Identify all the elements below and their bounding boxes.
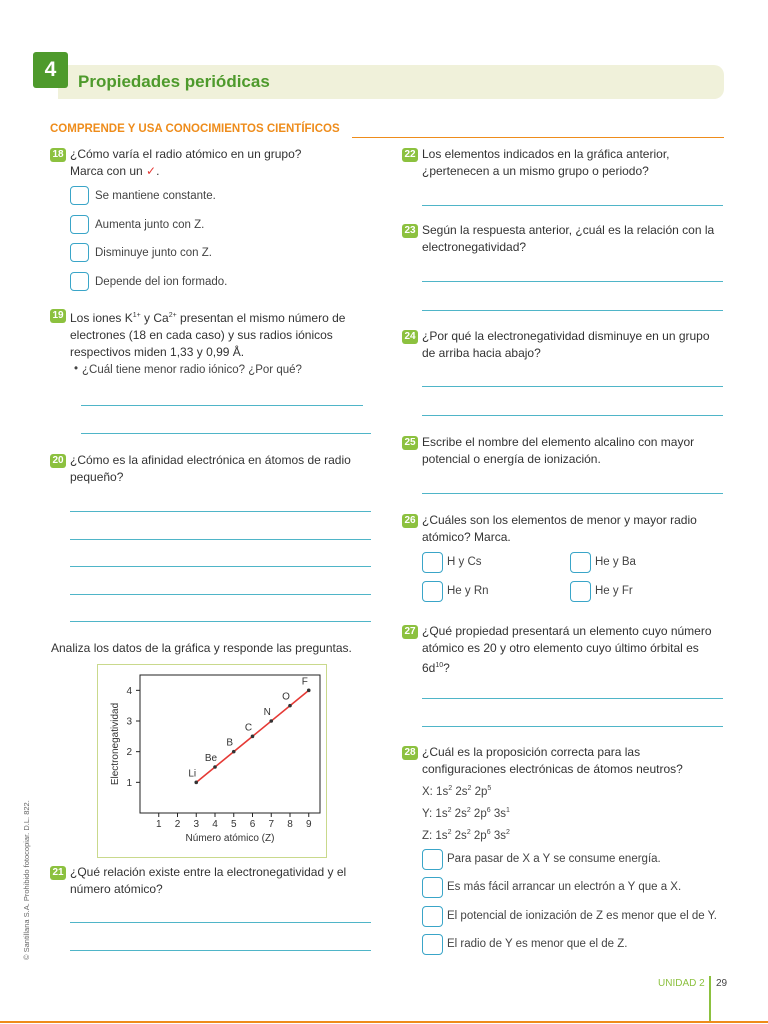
question-18-line1: ¿Cómo varía el radio atómico en un grupo? — [70, 147, 302, 161]
y-tick-label: 1 — [126, 777, 132, 789]
config-y — [422, 807, 510, 820]
q28-option-3-label: El potencial de ionización de Z es menor que el de Y. — [447, 910, 718, 922]
question-19-line1 — [70, 307, 345, 327]
data-point-label: Li — [188, 768, 197, 780]
q19-text-b: y Ca — [140, 311, 169, 325]
page-title: Propiedades periódicas — [78, 72, 270, 91]
question-23-line1: Según la respuesta anterior, ¿cuál es la relación con la — [422, 223, 715, 237]
q26-option-2-checkbox[interactable] — [570, 552, 591, 573]
cx-c: 2p — [471, 785, 488, 798]
y-tick-label: 3 — [126, 716, 132, 728]
y-tick-label: 2 — [126, 747, 132, 759]
config-x — [422, 785, 491, 798]
q20-answer-line-2[interactable] — [70, 539, 371, 540]
data-point — [269, 719, 273, 723]
cz-s3: 6 — [486, 829, 491, 836]
data-point-label: N — [263, 707, 271, 718]
page-number: 29 — [716, 978, 728, 989]
q23-answer-line-1[interactable] — [422, 281, 723, 282]
check-mark-icon: ✓ — [146, 164, 157, 178]
question-number-25: 25 — [402, 436, 418, 450]
cx-s2: 2 — [467, 785, 472, 792]
data-point — [194, 781, 198, 785]
cy-s1: 2 — [447, 807, 452, 814]
q26-option-1-checkbox[interactable] — [422, 552, 443, 573]
copyright-notice: © Santillana S.A. Prohibido fotocopiar. D.L. 822. — [22, 800, 31, 960]
data-point — [232, 750, 236, 754]
x-tick-label: 4 — [212, 819, 218, 830]
question-26-line1: ¿Cuáles son los elementos de menor y mayor radio — [422, 513, 697, 527]
q27-end: ? — [443, 661, 450, 675]
x-tick-label: 8 — [287, 819, 293, 830]
question-number-27: 27 — [402, 625, 418, 639]
q27-orbital: 6d — [422, 661, 436, 675]
question-number-20: 20 — [50, 454, 66, 468]
question-number-18: 18 — [50, 148, 66, 162]
q23-answer-line-2[interactable] — [422, 310, 723, 311]
q27-answer-line-1[interactable] — [422, 698, 723, 699]
q28-option-4-checkbox[interactable] — [422, 934, 443, 955]
question-21-line2: número atómico? — [70, 882, 163, 896]
footer-unit: UNIDAD 2 — [658, 978, 705, 989]
q26-option-4-checkbox[interactable] — [570, 581, 591, 602]
q19-answer-line-1[interactable] — [81, 405, 363, 406]
question-number-19: 19 — [50, 309, 66, 323]
q26-option-4-label: He y Fr — [595, 585, 633, 597]
question-18-line2 — [70, 163, 301, 180]
question-27-line1: ¿Qué propiedad presentará un elemento cuyo número — [422, 624, 712, 638]
cy-b: 2s — [451, 807, 467, 820]
q28-option-2-checkbox[interactable] — [422, 877, 443, 898]
config-z — [422, 829, 510, 842]
question-18-line2-end: . — [156, 164, 160, 178]
data-point — [213, 765, 217, 769]
q28-option-2-label: Es más fácil arrancar un electrón a Y que a X. — [447, 881, 682, 893]
cx-s3: 5 — [487, 785, 492, 792]
cx-b: 2s — [452, 785, 468, 798]
q26-option-1-label: H y Cs — [447, 556, 482, 568]
q18-option-1-label: Se mantiene constante. — [95, 190, 216, 202]
question-22-line1: Los elementos indicados en la gráfica anterior, — [422, 147, 670, 161]
data-point-label: O — [282, 691, 290, 703]
question-27-text — [422, 623, 712, 677]
question-25-text — [422, 434, 694, 468]
cy-s3: 6 — [486, 807, 491, 814]
x-tick-label: 3 — [193, 819, 200, 830]
cz-d: 3s — [490, 829, 506, 842]
question-number-24: 24 — [402, 330, 418, 344]
q20-answer-line-1[interactable] — [70, 511, 371, 512]
cz-s2: 2 — [466, 829, 471, 836]
q21-answer-line-1[interactable] — [70, 922, 371, 923]
cz-s1: 2 — [447, 829, 452, 836]
q27-orbital-sup: 10 — [435, 662, 444, 669]
q20-answer-line-3[interactable] — [70, 566, 371, 567]
y-tick-label: 4 — [126, 685, 132, 697]
x-tick-label: 7 — [268, 819, 275, 830]
q18-option-1-checkbox[interactable] — [70, 186, 89, 205]
x-tick-label: 6 — [249, 819, 256, 830]
q28-option-3-checkbox[interactable] — [422, 906, 443, 927]
data-point-label: B — [226, 737, 234, 749]
q26-option-3-checkbox[interactable] — [422, 581, 443, 602]
cz-b: 2s — [451, 829, 467, 842]
data-point — [251, 735, 255, 739]
q25-answer-line-1[interactable] — [422, 493, 723, 494]
question-25-line2: potencial o energía de ionización. — [422, 452, 601, 466]
question-24-line2: de arriba hacia abajo? — [422, 346, 541, 360]
q26-option-2-label: He y Ba — [595, 556, 636, 568]
data-point-label: Be — [204, 753, 218, 764]
bullet-icon: • — [74, 363, 79, 375]
question-18-line2-text: Marca con un — [70, 164, 143, 178]
electronegativity-chart — [98, 665, 328, 859]
data-point — [288, 704, 292, 708]
question-19-line3: respectivos miden 1,33 y 0,99 Å. — [70, 345, 245, 359]
cz-a: Z: 1s — [422, 829, 448, 842]
cz-s4: 2 — [505, 829, 510, 836]
q27-answer-line-2[interactable] — [422, 726, 723, 727]
question-22-line2: ¿pertenecen a un mismo grupo o periodo? — [422, 164, 649, 178]
data-point — [307, 689, 311, 693]
question-number-26: 26 — [402, 514, 418, 528]
q19-text-c: presentan el mismo número de — [176, 311, 346, 325]
question-19-subquestion: ¿Cuál tiene menor radio iónico? ¿Por qué? — [82, 364, 302, 376]
question-21-line1: ¿Qué relación existe entre la electronegatividad y el — [70, 865, 347, 879]
q19-k-charge: 1+ — [132, 312, 141, 319]
q20-answer-line-5[interactable] — [70, 621, 371, 622]
question-number-28: 28 — [402, 746, 418, 760]
chapter-badge: 4 — [33, 52, 68, 88]
q18-option-3-checkbox[interactable] — [70, 243, 89, 262]
data-point-label: F — [301, 676, 308, 688]
cy-a: Y: 1s — [422, 807, 448, 820]
question-26-text — [422, 512, 697, 546]
q20-answer-line-4[interactable] — [70, 594, 371, 595]
question-23-line2: electronegatividad? — [422, 240, 527, 254]
data-point-label: C — [244, 722, 253, 734]
question-19-line2: electrones (18 en cada caso) y sus radios iónicos — [70, 328, 333, 342]
q19-ca-charge: 2+ — [168, 312, 177, 319]
question-21-text — [70, 864, 346, 898]
question-20-line2: pequeño? — [70, 470, 124, 484]
question-20-text — [70, 452, 351, 486]
q22-answer-line-1[interactable] — [422, 205, 723, 206]
q19-answer-line-2[interactable] — [81, 433, 371, 434]
q18-option-3-label: Disminuye junto con Z. — [95, 247, 212, 259]
question-18-text — [70, 146, 301, 180]
question-25-line1: Escribe el nombre del elemento alcalino con mayor — [422, 435, 695, 449]
x-tick-label: 9 — [305, 819, 312, 830]
footer-separator — [709, 976, 711, 1022]
q18-option-2-checkbox[interactable] — [70, 215, 89, 234]
q24-answer-line-1[interactable] — [422, 386, 723, 387]
y-axis-label: Electronegatividad — [110, 702, 121, 786]
x-tick-label: 1 — [155, 819, 162, 830]
question-27-line3 — [422, 657, 712, 677]
question-28-text — [422, 744, 683, 778]
q28-option-1-checkbox[interactable] — [422, 849, 443, 870]
cx-s1: 2 — [448, 785, 453, 792]
q28-option-1-label: Para pasar de X a Y se consume energía. — [447, 853, 661, 865]
chart-frame — [97, 664, 327, 858]
cz-c: 2p — [470, 829, 487, 842]
question-19-text — [70, 307, 345, 361]
question-26-line2: atómico? Marca. — [422, 530, 511, 544]
x-tick-label: 2 — [174, 819, 181, 830]
question-23-text — [422, 222, 714, 256]
analyze-instruction: Analiza los datos de la gráfica y responde las preguntas. — [51, 641, 352, 655]
cy-c: 2p — [470, 807, 487, 820]
question-number-21: 21 — [50, 866, 66, 880]
cy-d: 3s — [490, 807, 506, 820]
x-axis-label: Número atómico (Z) — [185, 833, 275, 844]
question-28-line2: configuraciones electrónicas de átomos neutros? — [422, 762, 683, 776]
section-title: COMPRENDE Y USA CONOCIMIENTOS CIENTÍFICOS — [50, 123, 340, 135]
question-24-text — [422, 328, 710, 362]
question-number-23: 23 — [402, 224, 418, 238]
question-22-text — [422, 146, 669, 180]
question-number-22: 22 — [402, 148, 418, 162]
footer-rule — [0, 1021, 768, 1023]
q28-option-4-label: El radio de Y es menor que el de Z. — [447, 938, 628, 950]
cy-s2: 2 — [466, 807, 471, 814]
question-20-line1: ¿Cómo es la afinidad electrónica en átomos de radio — [70, 453, 351, 467]
q18-option-4-label: Depende del ion formado. — [95, 276, 228, 288]
question-27-line2: atómico es 20 y otro elemento cuyo último órbital es — [422, 641, 699, 655]
cy-s4: 1 — [505, 807, 510, 814]
question-24-line1: ¿Por qué la electronegatividad disminuye en un grupo — [422, 329, 710, 343]
question-28-line1: ¿Cuál es la proposición correcta para las — [422, 745, 641, 759]
q18-option-4-checkbox[interactable] — [70, 272, 89, 291]
cx-a: X: 1s — [422, 785, 449, 798]
q18-option-2-label: Aumenta junto con Z. — [95, 219, 205, 231]
q26-option-3-label: He y Rn — [447, 585, 489, 597]
x-tick-label: 5 — [230, 819, 237, 830]
q24-answer-line-2[interactable] — [422, 415, 723, 416]
q19-text-a: Los iones K — [70, 311, 133, 325]
q21-answer-line-2[interactable] — [70, 950, 371, 951]
section-rule — [352, 137, 724, 138]
